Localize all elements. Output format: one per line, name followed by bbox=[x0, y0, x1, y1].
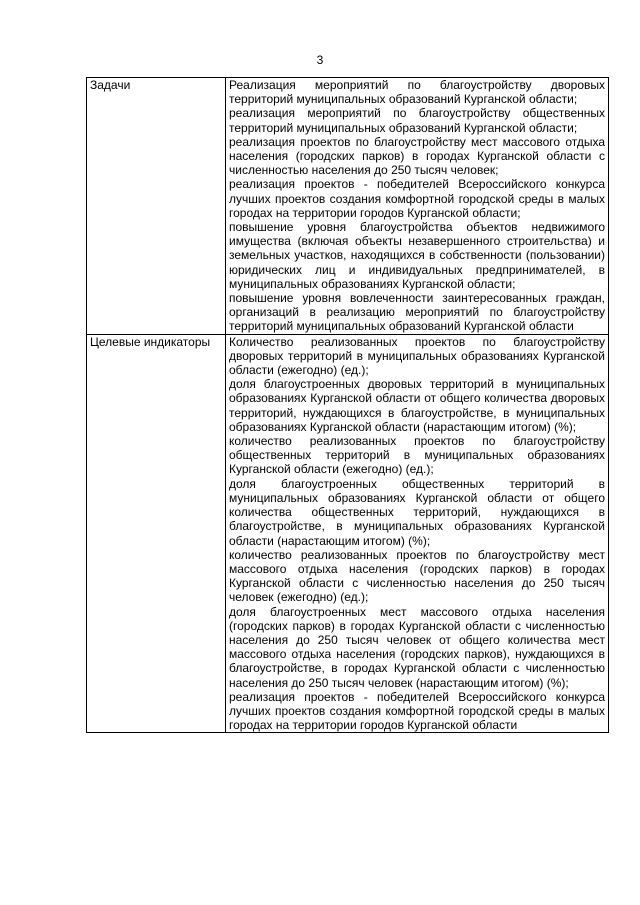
row-label-tasks: Задачи bbox=[87, 78, 226, 335]
table-row-tasks bbox=[87, 78, 609, 335]
passport-table bbox=[86, 77, 609, 733]
indicator-item: количество реализованных проектов по благоустройству общественных территорий в муниципальных образованиях Курганской области (ежегодно) (ед.); bbox=[229, 434, 605, 477]
row-content-indicators bbox=[226, 334, 609, 733]
row-label-indicators: Целевые индикаторы bbox=[87, 334, 226, 733]
task-item: реализация мероприятий по благоустройству общественных территорий муниципальных образований Курганской области; bbox=[229, 106, 605, 135]
task-item: реализация проектов - победителей Всероссийского конкурса лучших проектов создания комфортной городской среды в малых городах на территории городов Курганской области; bbox=[229, 177, 605, 220]
row-content-tasks bbox=[226, 78, 609, 335]
indicator-item: доля благоустроенных мест массового отдыха населения (городских парков) в городах Курганской области с численностью населения до 250 тысяч человек от общего количества мест массового отдыха населения (городских парков), нуждающихся в благоустройстве, в городах Курганской области с численностью населения до 250 тысяч человек (нарастающим итогом) (%); bbox=[229, 604, 605, 690]
indicator-item: реализация проектов - победителей Всероссийского конкурса лучших проектов создания комфортной городской среды в малых городах на территории городов Курганской области bbox=[229, 689, 605, 733]
indicator-item: доля благоустроенных дворовых территорий в муниципальных образованиях Курганской области от общего количества дворовых территорий, нуждающихся в благоустройстве, в муниципальных образованиях Курганской области (нарастающим итогом) (%); bbox=[229, 377, 605, 434]
task-item: повышение уровня вовлеченности заинтересованных граждан, организаций в реализацию мероприятий по благоустройству территорий муниципальных образований Курганской области bbox=[229, 291, 605, 334]
task-item: Реализация мероприятий по благоустройству дворовых территорий муниципальных образований Курганской области; bbox=[229, 78, 605, 107]
task-item: реализация проектов по благоустройству мест массового отдыха населения (городских парков) в городах Курганской области с численностью населения до 250 тысяч человек; bbox=[229, 134, 605, 178]
page-number: 3 bbox=[316, 53, 324, 67]
indicator-item: доля благоустроенных общественных территорий в муниципальных образованиях Курганской области от общего количества общественных территорий, нуждающихся в благоустройстве, в муниципальных образованиях Курганской области (нарастающим итогом) (%); bbox=[229, 476, 605, 548]
indicator-item: Количество реализованных проектов по благоустройству дворовых территорий в муниципальных образованиях Курганской области (ежегодно) (ед.); bbox=[229, 334, 605, 378]
task-item: повышение уровня благоустройства объектов недвижимого имущества (включая объекты незавершенного строительства) и земельных участков, находящихся в собственности (пользовании) юридических лиц и индивидуальных предпринимателей, в муниципальных образованиях Курганской области; bbox=[229, 220, 605, 291]
indicator-item: количество реализованных проектов по благоустройству мест массового отдыха населения (городских парков) в городах Курганской области с численностью населения до 250 тысяч человек (ежегодно) (ед.); bbox=[229, 547, 605, 605]
table-row-indicators bbox=[87, 334, 609, 733]
